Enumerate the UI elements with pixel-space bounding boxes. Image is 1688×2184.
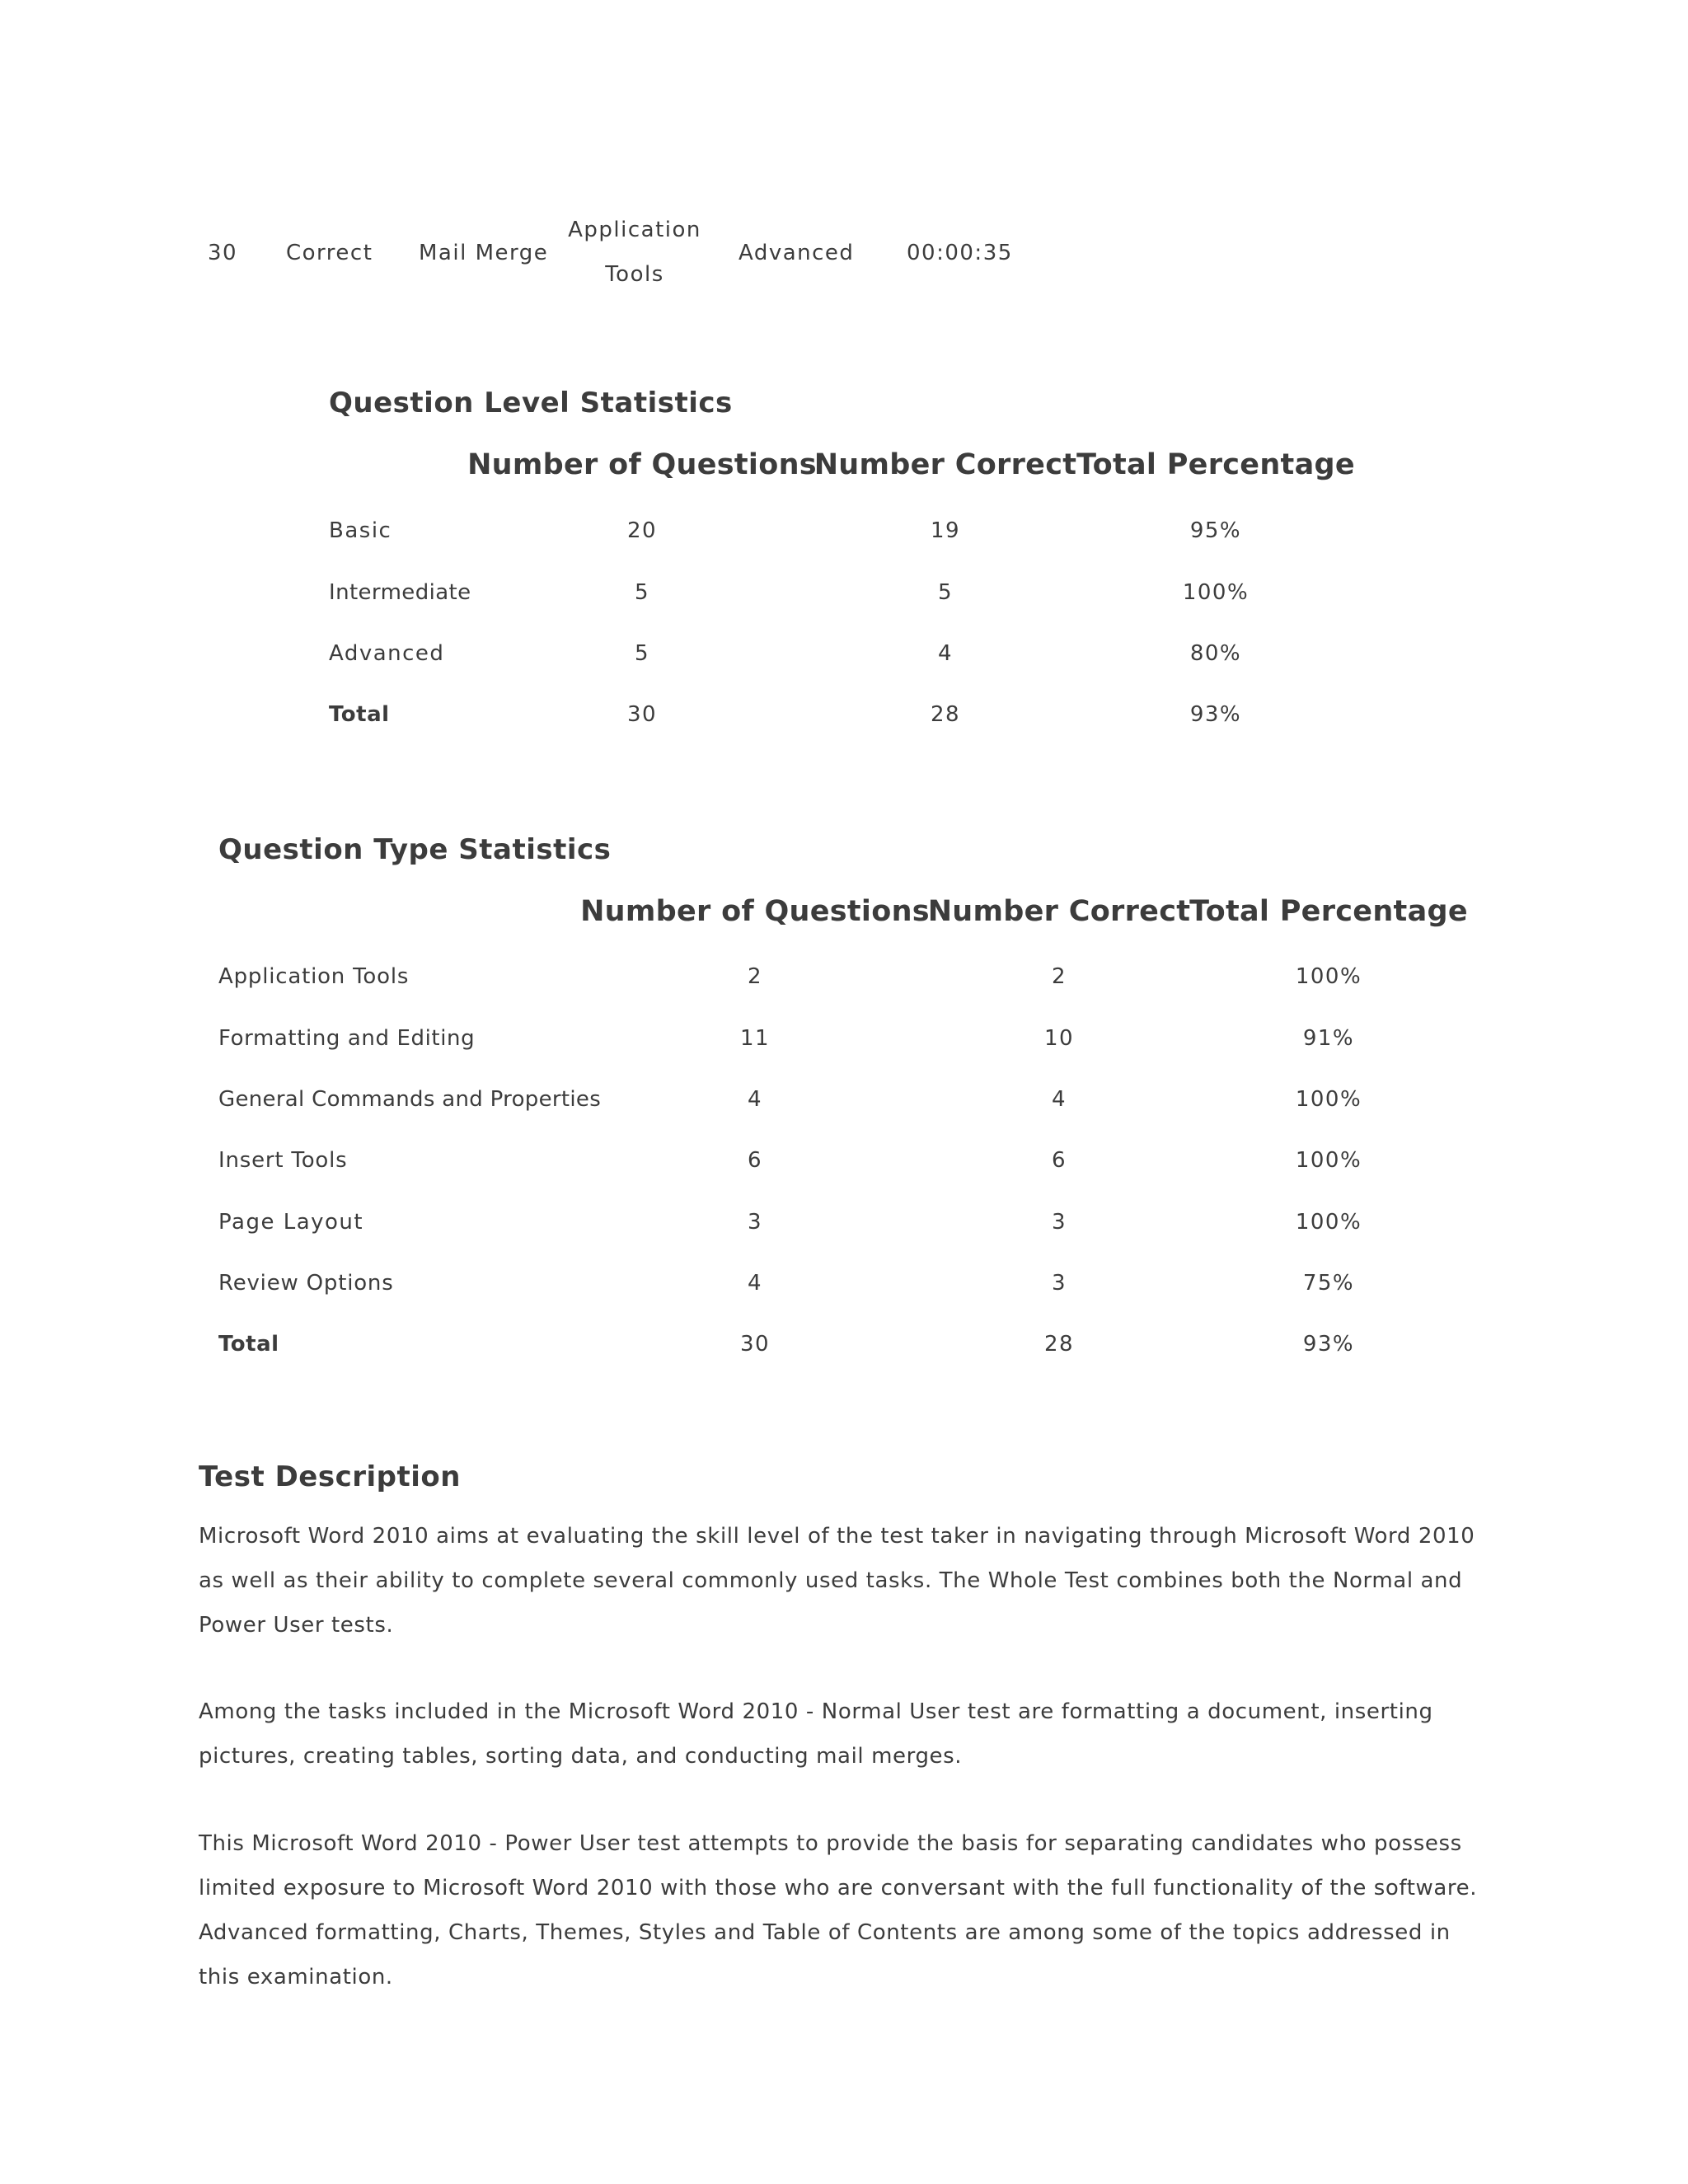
row-correct: 28 <box>930 702 961 727</box>
row-label: Formatting and Editing <box>218 1026 476 1051</box>
row-percentage: 100% <box>1295 1210 1362 1235</box>
row-correct: 6 <box>1051 1148 1067 1173</box>
row-questions: 3 <box>747 1210 763 1235</box>
type-statistics-title: Question Type Statistics <box>218 833 612 866</box>
row-correct: 3 <box>1051 1271 1067 1296</box>
row-label: Review Options <box>218 1271 394 1296</box>
level-col-percentage: Total Percentage <box>1076 448 1355 481</box>
paragraph-text: Among the tasks included in the Microsoft Word 2010 - Normal User test are formatting a document, inserting pictures, creating tables, sorting data, and conducting mail merges. <box>199 1699 1433 1769</box>
question-topic: Mail Merge <box>419 241 549 265</box>
row-label: Advanced <box>329 641 445 666</box>
row-questions: 30 <box>739 1332 771 1357</box>
row-correct: 3 <box>1051 1210 1067 1235</box>
row-questions: 5 <box>634 580 650 605</box>
question-result: Correct <box>286 241 373 265</box>
row-correct: 5 <box>937 580 954 605</box>
row-questions: 4 <box>747 1087 763 1112</box>
row-percentage: 93% <box>1189 702 1242 727</box>
question-time: 00:00:35 <box>907 241 1013 265</box>
row-questions: 5 <box>634 641 650 666</box>
row-correct: 4 <box>937 641 954 666</box>
description-paragraph-2 <box>199 1690 1484 1779</box>
row-correct: 10 <box>1043 1026 1075 1051</box>
description-paragraph-1 <box>199 1514 1484 1647</box>
question-type-line1: Application <box>568 218 701 242</box>
row-questions: 20 <box>626 518 658 543</box>
type-col-correct: Number Correct <box>927 895 1191 928</box>
row-label: Insert Tools <box>218 1148 348 1173</box>
row-percentage: 80% <box>1189 641 1242 666</box>
row-questions: 2 <box>747 964 763 989</box>
row-correct: 28 <box>1043 1332 1075 1357</box>
level-col-correct: Number Correct <box>814 448 1077 481</box>
question-type-line2: Tools <box>605 262 664 287</box>
row-percentage: 100% <box>1182 580 1250 605</box>
row-label: Basic <box>329 518 392 543</box>
paragraph-text: This Microsoft Word 2010 - Power User test attempts to provide the basis for separating candidates who possess limited exposure to Microsoft Word 2010 with those who are conversant with the full functionality of the software. Advanced formatting, Charts, Themes, Styles and Table of Contents are among some of the topics addressed in this examination. <box>199 1831 1478 1990</box>
question-number: 30 <box>208 241 238 265</box>
row-questions: 30 <box>626 702 658 727</box>
row-label: General Commands and Properties <box>218 1087 602 1112</box>
row-questions: 4 <box>747 1271 763 1296</box>
row-label: Page Layout <box>218 1210 364 1235</box>
row-percentage: 95% <box>1189 518 1242 543</box>
row-label: Application Tools <box>218 964 410 989</box>
row-percentage: 75% <box>1302 1271 1355 1296</box>
row-percentage: 93% <box>1302 1332 1355 1357</box>
row-correct: 2 <box>1051 964 1067 989</box>
row-questions: 11 <box>739 1026 771 1051</box>
level-statistics-title: Question Level Statistics <box>329 387 733 419</box>
level-col-questions: Number of Questions <box>467 448 817 481</box>
description-paragraph-3 <box>199 1821 1484 1999</box>
row-label: Total <box>218 1332 279 1357</box>
paragraph-text: Microsoft Word 2010 aims at evaluating the skill level of the test taker in navigating through Microsoft Word 2010 as well as their ability to complete several commonly used tasks. The Whole Test combines both the Normal and Power User tests. <box>199 1524 1475 1638</box>
type-col-questions: Number of Questions <box>580 895 930 928</box>
row-percentage: 100% <box>1295 1148 1362 1173</box>
row-correct: 4 <box>1051 1087 1067 1112</box>
test-description-title: Test Description <box>199 1460 461 1493</box>
row-percentage: 100% <box>1295 1087 1362 1112</box>
row-correct: 19 <box>930 518 961 543</box>
row-percentage: 100% <box>1295 964 1362 989</box>
row-questions: 6 <box>747 1148 763 1173</box>
question-level: Advanced <box>738 241 855 265</box>
row-label: Intermediate <box>329 580 471 605</box>
type-col-percentage: Total Percentage <box>1189 895 1468 928</box>
row-percentage: 91% <box>1302 1026 1355 1051</box>
row-label: Total <box>329 702 390 727</box>
